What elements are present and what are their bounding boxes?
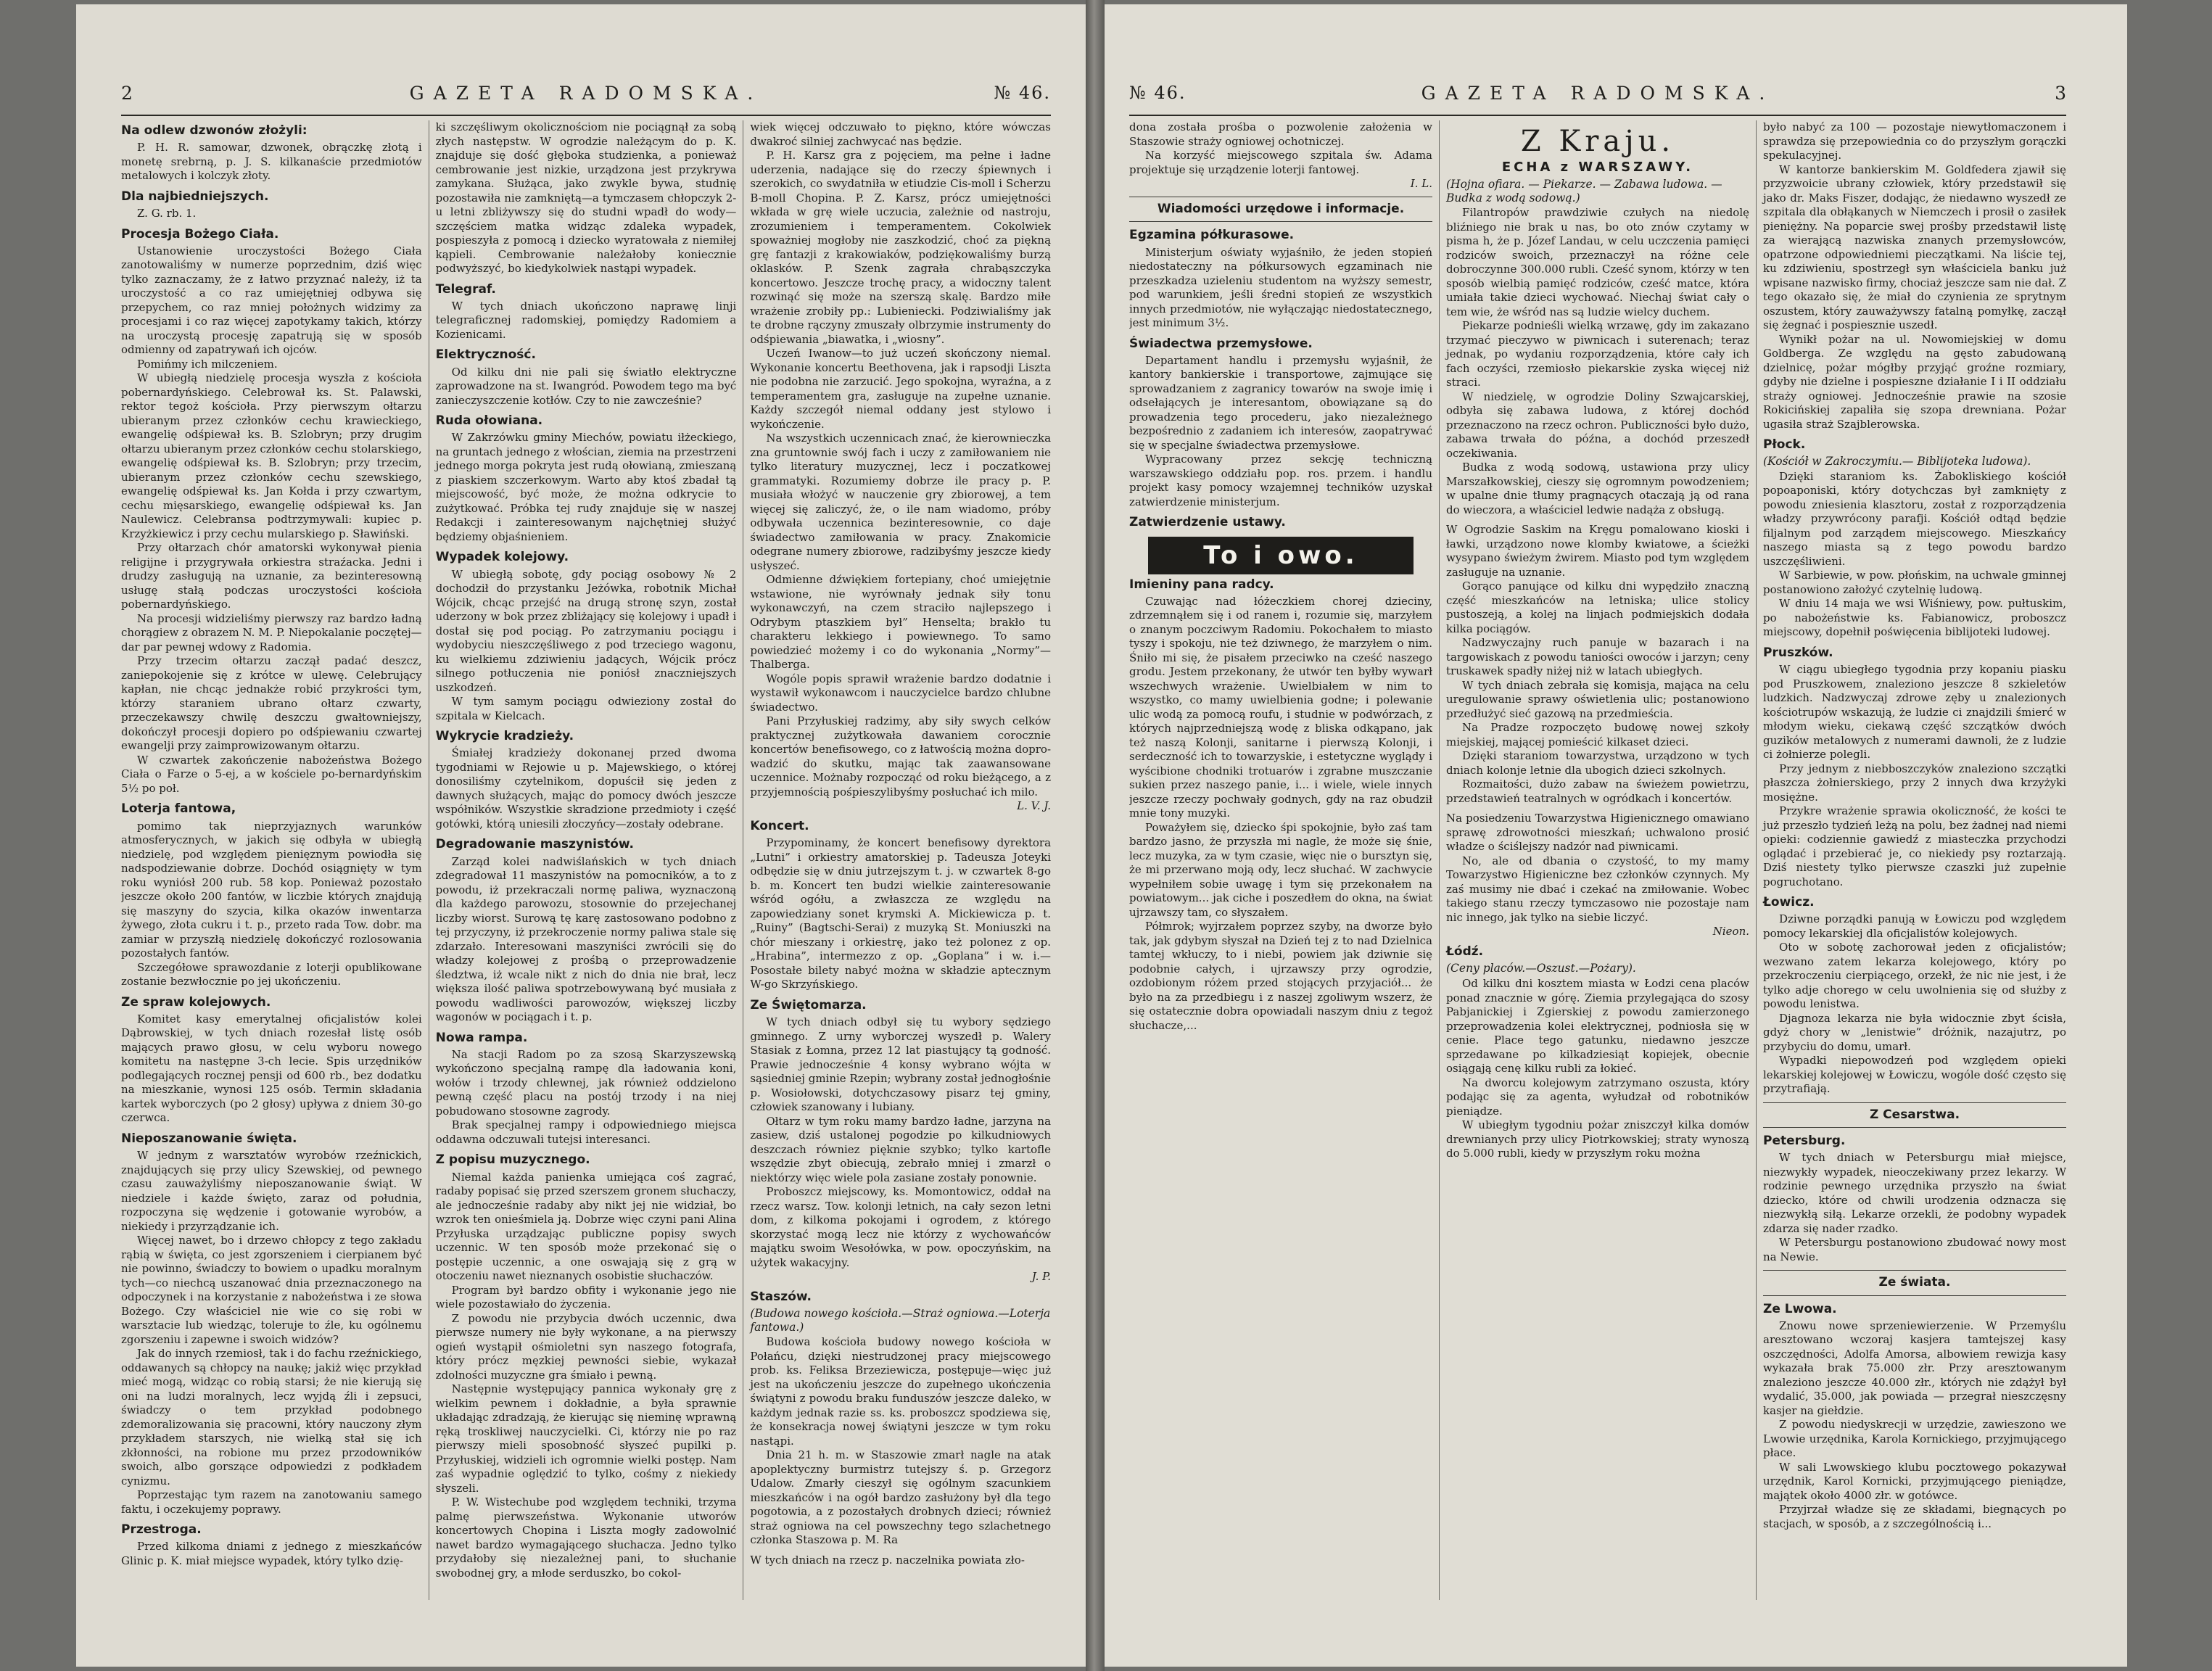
article-paragraph: P. H. R. samowar, dzwonek, obrączkę złotą i monetę srebrną, p. J. S. kilkanaście przedmiotów metalowych i kolczyk złoty.	[121, 141, 422, 183]
article-paragraph: Szczegółowe sprawozdanie z loterji opublikowane zostanie bezwłocznie po jej ukończeniu.	[121, 960, 422, 988]
article-paragraph: było nabyć za 100 — pozostaje niewytłomaczonem i sprawdza się przepowiednia co do przyszłym gorączki spekulacyjnej.	[1763, 120, 2066, 162]
article-section	[1763, 645, 2066, 889]
article-section	[436, 837, 737, 1024]
article-heading: Koncert.	[750, 819, 809, 833]
article-heading: Pruszków.	[1763, 645, 1833, 660]
article-paragraph: Ministerjum oświaty wyjaśniło, że jeden stopień niedostateczny na półkursowych egzaminach nie przeszkadza uzieleniu studentom na wyższy semestr, pod warunkiem, jeśli średni stopień ze wszystkich innych przedmiotów, nie wyłączając niedostatecznego, jest minimum 3½.	[1129, 245, 1432, 329]
article-paragraph: Na korzyść miejscowego szpitala św. Adama projektuje się urządzenie loterji fantowej.	[1129, 149, 1432, 176]
article-heading: Degradowanie maszynistów.	[435, 837, 634, 852]
article-section	[436, 413, 737, 544]
article-paragraph: Dziwne porządki panują w Łowiczu pod względem pomocy lekarskiej dla oficjalistów kolejowych.	[1763, 912, 2066, 940]
article-paragraph: W dniu 14 maja we wsi Wiśniewy, pow. pułtuskim, po nabożeństwie ks. Fabianowicz, proboszcz miejscowy, dopełnił poświęcenia biblijoteki ludowej.	[1763, 597, 2066, 639]
article-paragraph: W tych dniach na rzecz p. naczelnika powiata zło-	[750, 1553, 1025, 1567]
article-heading: Loterja fantowa,	[121, 801, 236, 817]
column-banner: To i owo.	[1148, 537, 1413, 574]
article-heading: Nowa rampa.	[435, 1030, 528, 1045]
article-paragraph: Śmiałej kradzieży dokonanej przed dwoma tygodniami w Rejowie u p. Majewskiego, o której donosiliśmy czytelnikom, dopuścił się jeden z dawnych służących, mając do pomocy dwóch jeszcze współników. Wszystkie skradzione przedmioty i część gotówki, którą uniesili złoczyńcy—zostały odebrane.	[435, 746, 737, 830]
right-column-3	[1756, 120, 2066, 1600]
article-section	[436, 120, 737, 276]
article-paragraph: W czwartek zakończenie nabożeństwa Bożego Ciała o Farze o 5-ej, a w kościele po-bernardyńskim 5½ po poł.	[121, 753, 422, 795]
article-section	[1129, 537, 1432, 1033]
article-paragraph: P. H. Karsz gra z pojęciem, ma pełne i ładne uderzenia, nadające się do rzeczy śpiewnych i szerokich, co swydatniła w etiudzie Cis-moll i Scherzu B-moll Chopina. P. Z. Karsz, prócz umiejętności wkłada w grę wiele uczucia, zależnie od nastroju, zrozumieniem i temperamentem. Cokolwiek spoważniej mogłoby nie zaszkodzić, choć za piękną grę fantazji z krakowiaków, podziękowaliśmy burzą oklasków. P. Szenk zagrała chrabąszczyka koncertowo. Jeszcze trochę pracy, a widoczny talent rozwinąć się może na szerszą skalę. Bardzo miłe wrażenie zrobiły pp.: Lubieniecki. Podziwialiśmy jak te drobne rączyny zmuszały olbrzymie instrumenty do odśpiewania „biawatka, i „wiosny”.	[750, 149, 1052, 346]
article-section	[1763, 1270, 2066, 1295]
article-heading: Elektryczność.	[435, 347, 536, 363]
left-masthead-title: GAZETA RADOMSKA.	[409, 83, 763, 104]
article-paragraph: Przyjrzał władze się ze składami, biegnących po stacjach, w sposób, a z szczególnością i...	[1763, 1503, 2066, 1530]
article-section	[121, 801, 422, 989]
article-heading: Wypadek kolejowy.	[435, 550, 569, 565]
article-paragraph: Program był bardzo obfity i wykonanie jego nie wiele pozostawiało do życzenia.	[435, 1283, 737, 1311]
article-paragraph: W Ogrodzie Saskim na Kręgu pomalowano kioski i ławki, urządzono nowe klomby kwiatowe, a ścieżki wysypano świeżym żwirem. Miasto pod tym względem zasługuje na uznanie.	[1446, 523, 1749, 579]
article-paragraph: W Zakrzówku gminy Miechów, powiatu iłżeckiego, na gruntach jednego z włościan, ziemia na przestrzeni jednego morga pokryta jest rudą ołowianą, zmieszaną z piaskiem szczerkowym. Warto aby ktoś zbadał tą miejscowość, być może, że można odkrycie to zużytkować. Próbka tej rudy znajduje się w naszej Redakcji i zainteresowanym najchętniej służyć będziemy objaśnieniem.	[435, 431, 737, 543]
article-paragraph: pomimo tak nieprzyjaznych warunków atmosferycznych, w jakich się odbyła w ubiegłą niedzielę, pod względem pienięznym powiodła się nadspodziewanie dobrze. Dochód osiągnięty w tym roku wyniósł 200 rub. 58 kop. Ponieważ pozostało jeszcze około 200 fantów, w liczbie których znajdują się maszyny do szycia, kilka okazów inwentarza żywego, złota cukru i t. p., przeto rada Tow. dobr. ma zamiar w przyszłą niedzielę dokończyć rozlosowania pozostałych fantów.	[121, 819, 422, 960]
article-subheading: (Kościół w Zakroczymiu.— Biblijoteka ludowa).	[1763, 455, 2031, 469]
article-paragraph: Następnie występujący pannica wykonały grę z wielkim pewnem i dokładnie, a była sprawnie układając zdradzają, że kierując się nieminę wprawną ręką troskliwej nauczycielki. Ci, którzy nie po raz pierwszy mieli sposobność słyszeć pupilki p. Przyłuskiej, widzieli ich ogromnie wielki postęp. Nam zaś wypadnie oględzić to tylko, cośmy z niekiedy słyszeli.	[435, 1382, 737, 1495]
article-paragraph: dona została prośba o pozwolenie założenia w Staszowie straży ogniowej ochotniczej.	[1129, 120, 1432, 148]
article-paragraph: Poprzestając tym razem na zanotowaniu samego faktu, i oczekujemy poprawy.	[121, 1488, 422, 1516]
article-paragraph: W ubiegłą sobotę, gdy pociąg osobowy № 2 dochodził do przystanku Jeżówka, robotnik Michał Wójcik, chcąc przejść na drugą stronę szyn, został uderzony w bok przez zbliżający się kolejowy i upadł i dostał się pod pociąg. Po zatrzymaniu pociągu i wydobyciu nieszczęśliwego z pod trzeciego wagonu, ku wielkiemu zdziwieniu jadących, Wójcik prócz silnego potłuczenia nie poniósł znaczniejszych uszkodzeń.	[435, 567, 737, 694]
article-section	[436, 282, 737, 342]
article-section	[436, 550, 737, 723]
article-heading: Wykrycie kradzieży.	[435, 729, 574, 743]
article-paragraph: Proboszcz miejscowy, ks. Momontowicz, oddał na rzecz warsz. Tow. kolonji letnich, na cały sezon letni dom, z kilkoma pokojami i ogrodem, z którego skorzystać mogą lecz nie którzy z wychowańców majątku swoim Wesołówka, w pow. opoczyńskim, na użytek wakacyjny.	[750, 1185, 1052, 1269]
left-issue-number: № 46.	[994, 83, 1051, 103]
article-section	[750, 1290, 1051, 1548]
article-paragraph: W tych dniach w Petersburgu miał miejsce, niezwykły wypadek, nieoczekiwany przez lekarzy. W rodzinie pewnego urzędnika przyszło na świat dziecko, które od chwili urodzenia odznacza się niezwykłą siłą. Lekarze orzekli, że podobny wypadek zdarza się nader rzadko.	[1763, 1151, 2066, 1235]
article-paragraph: Z. G. rb. 1.	[137, 207, 197, 220]
article-section	[1763, 1134, 2066, 1264]
article-section	[1129, 197, 1432, 222]
article-paragraph: Od kilku dni nie pali się światło elektryczne zaprowadzone na st. Iwangród. Powodem tego ma być zanieczyszczenie kotłów. Czy to nie zawcześnie?	[435, 365, 737, 407]
article-heading: Telegraf.	[435, 281, 496, 297]
article-subheading: (Budowa nowego kościoła.—Straż ogniowa.—Loterja fantowa.)	[750, 1307, 1051, 1334]
article-section	[436, 1031, 737, 1147]
section-subtitle: ECHA z WARSZAWY.	[1501, 160, 1694, 175]
article-section	[1129, 120, 1432, 191]
right-columns	[1129, 120, 2066, 1600]
right-page-number: 3	[2055, 83, 2066, 104]
article-section	[1446, 944, 1749, 1160]
article-heading: Z popisu muzycznego.	[435, 1152, 590, 1168]
article-heading: Ze świata.	[1878, 1275, 1951, 1290]
article-paragraph: Na posiedzeniu Towarzystwa Higienicznego omawiano sprawę zdrowotności mieszkań; uchwalono prosić władze o ściślejszy nadzór nad piwnicami.	[1446, 812, 1749, 854]
article-paragraph: W sali Lwowskiego klubu pocztowego pokazywał urzędnik, Karol Kornicki, przyjmującego pieniądze, majątek około 4000 złr. w gotówce.	[1763, 1460, 2066, 1502]
article-paragraph: Pani Przyłuskiej radzimy, aby siły swych celków praktycznej zużytkowała dawaniem corocznie koncertów benefisowego, co z łatwością można doprowadzić do skutku, mając tak zaawansowane uczennice. Możnaby rozpocząć od roku bieżącego, a z przyjemnością pośpieszylibyśmy posłuchać ich milo.	[750, 714, 1052, 799]
article-paragraph: Niemal każda panienka umiejąca coś zagrać, radaby popisać się przed szerszem gronem słuchaczy, ale jednocześnie radaby aby nikt jej nie widział, bo wzrok ten onieśmiela ją. Dobrze więc czyni pani Alina Przyłuska urządzając publiczne popisy swych uczennic. W ten sposób może przekonać się o postępie uczennic, a one oswajają się z grą w otoczeniu nawet nieznanych osobistie słuchaczów.	[435, 1170, 737, 1282]
left-page	[76, 4, 1086, 1667]
article-heading: Egzamina półkurasowe.	[1129, 228, 1295, 243]
article-paragraph: Czuwając nad łóżeczkiem chorej dzieciny, zdrzemnąłem się i od ranem i, rozumie się, marzyłem o znanym poczciwym Radomiu. Pokochałem to miasto tyszy i spokoju, nie też dziwnego, że marzyłem o nim. Śniło mi się, że pisałem przeciwko na cześć naszego grodu. Jestem przekonany, że utwór ten byłby wywarł wszechwych wrażenie. Uwielbiałem w nim to wszystko, co mamy uwielbienia godne; i polewanie ulic wodą za pomocą roufu, i studnie w podwórzach, z których najprzedniejszą wodę z bliska odkąpano, jak też naszą Kolonji, sanitarne i pierwszą Kolonji, i serdeczność ich to towarzyskie, i estetyczne wyglądy i wyścibione chodniki trotuarów i zgrabne muszczanie sukien przez naszego panie, i... i wiele, wiele innych jeszcze rzeczy pochwały godnych, gdy na raz obudził mnie tony muzyki.	[1129, 594, 1432, 820]
right-column-1	[1129, 120, 1439, 1600]
article-paragraph: Półmrok; wyjrzałem poprzez szyby, na dworze było tak, jak gdybym słyszał na Dzień tej z to nad Dzielnica tamtej wkłuczy, to i niebi, powiem jak dziwnie się podobnie całych, i ujrzawszy przy ogrodzie, ozdobionym różem przed stojących przyjaciół... że było na za przedbiegu i z naszej zgoliwym wszerz, że się ostatecznie dobra opowiadali naszym dniu z tegoż słuchacze,...	[1129, 920, 1432, 1032]
article-section	[1446, 523, 1749, 806]
article-subheading: (Hojna ofiara. — Piekarze. — Zabawa ludowa. — Budka z wodą sodową.)	[1446, 178, 1722, 205]
article-paragraph: Ustanowienie uroczystości Bożego Ciała zanotowaliśmy w numerze poprzednim, dziś więc tylko zaznaczamy, że z łatwo przyznać należy, iż ta uroczystość a co raz umiejętniej odbywa się przepychem, co raz mniej położnych widzimy za procesjami i co raz więcej zapotykamy takich, którzy na uroczystą procesję zapatrują się w sposób odmienny od zapatrywań ich ojców.	[121, 244, 422, 357]
article-heading: Nieposzanowanie święta.	[121, 1131, 297, 1146]
article-paragraph: Przy ołtarzach chór amatorski wykonywał pienia religijne i przygrywała orkiestra straźacka. Jedni i drudzy zasługują na uznanie, za bezinteresowną usługę stałą podczas uroczystości kościoła pobernardyńskiego.	[121, 541, 422, 611]
article-section	[1763, 1302, 2066, 1532]
article-paragraph: Od kilku dni kosztem miasta w Łodzi cena placów ponad znacznie w górę. Ziemia przylegająca do szosy Pabjanickiej i Zgierskiej z powodu zamierzonego przeprowadzenia kolei elektrycznej, podniosła się w cenie. Place tego gatunku, niedawno jeszcze sprzedawane po kilkadziesiąt kopiejek, obecnie osiągają cenę kilku rubli za łokieć.	[1446, 977, 1749, 1076]
article-paragraph: Z powodu niedyskrecji w urzędzie, zawieszono we Lwowie urzędnika, Karola Kornickiego, przyjmującego płace.	[1763, 1418, 2066, 1460]
left-page-header	[121, 83, 1051, 116]
article-heading: Ze Lwowa.	[1763, 1301, 1837, 1316]
article-paragraph: Na wszystkich uczennicach znać, że kierownieczka zna gruntownie swój fach i uczy z zamiłowaniem nie tylko literatury muzycznej, lecz i poczatkowej grammatyki. Rozumiemy dobrze ile pracy p. P. musiała włożyć w nauczenie gry zbiorowej, a tem więcej się zaliczyć, że, o ile nam wiadomo, próby odbywała uczennica bezinteresownie, co daje świadectwo zamiłowania w pracy. Znakomicie odegrane numery zbiorowe, radzibyśmy jeszcze kiedy usłyszeć.	[750, 432, 1052, 572]
article-paragraph: Filantropów prawdziwie czułych na niedolę bliźniego nie brak u nas, bo oto znów czytamy w pisma h, że p. Józef Landau, w celu uczczenia pamięci rodziców swoich, przeznaczył na różne cele dobroczynne 300.000 rubli. Cześć synom, którzy w ten sposób wielbią pamięć rodziców, cześć matce, która umiała takie dzieci wychować. Niechaj świat cały o tem wie, że wśród nas są ludzie wielcy duchem.	[1446, 206, 1749, 318]
article-paragraph: Z powodu nie przybycia dwóch uczennic, dwa pierwsze numery nie były wykonane, a na pierwszy ogień wystąpił ośmioletni syn naszego fotografa, który prócz męzkiej pewności siebie, wykazał zdolności muzyczne gra śmiało i pewną.	[435, 1311, 737, 1382]
article-paragraph: W tych dniach zebrała się komisja, mająca na celu uregulowanie sprawy oświetlenia ulic; postanowiono przedłużyć sieć gazową na przedmieścia.	[1446, 678, 1749, 720]
article-heading: Łódź.	[1446, 944, 1484, 960]
article-section	[1763, 437, 2066, 640]
article-paragraph: P. W. Wistechube pod względem techniki, trzyma palmę pierwszeństwa. Wykonanie utworów koncertowych Chopina i Liszta mogły zadowolnić nawet bardzo wymagającego słuchacza. Jedno tylko przydałoby się niezależnej pani, to słuchanie swobodnej gry, a młode serduszko, bo cokol-	[435, 1495, 737, 1580]
right-masthead-title: GAZETA RADOMSKA.	[1421, 83, 1775, 104]
article-paragraph: Oto w sobotę zachorował jeden z oficjalistów; wezwano zatem lekarza kolejowego, który po przekroczeniu cierpiącego, orzekł, że nic nie jest, i że tylko adje chorego w celu uwolnienia się od służby z powodu lenistwa.	[1763, 941, 2066, 1011]
article-heading: Łowicz.	[1763, 895, 1815, 910]
article-paragraph: Brak specjalnej rampy i odpowiedniego miejsca oddawna odczuwali tutejsi interesanci.	[435, 1118, 737, 1146]
article-paragraph: Dzięki staraniom towarzystwa, urządzono w tych dniach kolonje letnie dla ubogich dzieci szkolnych.	[1446, 749, 1749, 777]
article-section	[1763, 1102, 2066, 1128]
article-paragraph: W niedzielę, w ogrodzie Doliny Szwajcarskiej, odbyła się zabawa ludowa, z której dochód przeznaczono na rzecz ochron. Publiczności było dużo, zabawa trwała do późna, a dochód przeszedł oczekiwania.	[1446, 389, 1749, 460]
right-issue-number: № 46.	[1129, 83, 1187, 103]
article-paragraph: Znowu nowe sprzeniewierzenie. W Przemyślu aresztowano wczoraj kasjera tamtejszej kasy oszczędności, Adolfa Amorsa, albowiem rewizja kasy wykazała brak 75.000 złr. Przy aresztowanym znaleziono jeszcze 40.000 złr., których nie zdążył był wydalić, 35.000, jak powiada — przegrał nieszczęsny kasjer na giełdzie.	[1763, 1319, 2066, 1417]
article-section	[121, 1131, 422, 1517]
article-paragraph: Przypominamy, że koncert benefisowy dyrektora „Lutni” i orkiestry amatorskiej p. Tadeusza Joteyki odbędzie się w dniu jutrzejszym t. j. w czwartek 8-go b. m. Koncert ten budzi wielkie zainteresowanie wśród ogółu, a zwłaszcza ze względu na zapowiedziany sonet krymski A. Mickiewicza p. t. „Ruiny” (Bagtschi-Serai) z muzyką St. Moniuszki na chór mieszany i orkiestrę, jako też polonez z op. „Hrabina”, intermezzo z op. „Goplana” i w. i.—Posostałe bilety nabyć można w składzie aptecznym W-go Skrzyńskiego.	[750, 836, 1052, 991]
right-page-header	[1129, 83, 2066, 116]
article-paragraph: Dzięki staraniom ks. Żabokliskiego kościół popoaponiski, który dotychczas był zamknięty z powodu zniesienia klasztoru, został z rozporządzenia władzy przywrócony parafji. Kościół odtąd będzie filjalnym pod zarządem miejscowego. Mieszkańcy naszego miasta są z tego powodu bardzo uszczęśliwieni.	[1763, 469, 2066, 568]
article-paragraph: Na stacji Radom po za szosą Skarzyszewską wykończono specjalną rampę dla ładowania koni, wołów i trzody chlewnej, jak również oddzielono pewną część placu na postój trzody i na niej pobudowano stosowne zagrody.	[435, 1047, 737, 1118]
article-paragraph: W tych dniach odbył się tu wybory sędziego gminnego. Z urny wyborczej wyszedł p. Walery Stasiak z Łomna, przez 12 lat piastujący tą godność. Prawie jednocześnie 4 konsy wybrano wójta w sąsiedniej gminie Rzepin; wybrany został jednogłośnie p. Wosiołowski, dotychczasowy pisarz tej gminy, człowiek szanowany i lubiany.	[750, 1015, 1052, 1113]
article-section	[436, 347, 737, 408]
article-section	[1129, 337, 1432, 510]
article-paragraph: W ciągu ubiegłego tygodnia przy kopaniu piasku pod Pruszkowem, znaleziono jeszcze 8 szkieletów ludzkich. Nadzwyczaj zdrowe zęby u znalezionych kościotrupów wskazują, że ludzie ci znajdzili śmierć w młodym wieku, ciekawą część szczątków dwóch guzików metalowych z numerami dawnoli, że z ludzie ci żołnierze polegli.	[1763, 663, 2066, 762]
article-paragraph: W kantorze bankierskim M. Goldfedera zjawił się przyzwoicie ubrany człowiek, który przedstawił się jako dr. Maks Fiszer, dodając, że niedawno wyszedł ze szpitala dla obłąkanych w Niemczech i prosił o zasiłek pieniężny. Na poparcie swej prośby przedstawił listę za wierającą nazwiska znanych przemysłowców, opatrzone odpowiedniemi pieczątkami. Na liście tej, ku zdziwieniu, spostrzegł syn właściciela banku już wpisane nazwisko firmy, chociaż jeszcze sam nie dał. Z tego okazało się, że miał do czynienia ze sprytnym oszustem, który zauważywszy fatalną pomyłkę, zaczął się żegnać i pospiesznie uszedł.	[1763, 162, 2066, 331]
article-paragraph: Przy jednym z niebboszczyków znaleziono szczątki płaszcza żołnierskiego, przy 2 innych dwa krzyżyki mosiężne.	[1763, 762, 2066, 804]
article-paragraph: Jak do innych rzemiosł, tak i do fachu rzeźnickiego, oddawanych są chłopcy na naukę; jakiż więc przykład mieć mogą, widząc co robią starsi; że nie kierują się oni na ludzi moralnych, lecz wyjdą źli i zepsuci, świadczy o tem przykład podobnego zdemoralizowania się pracowni, który nauczony złym przykładem starszych, nie wielką stał się ich zkłonności, na robione mu przez przodowników swoich, albo gorszące odpowiedzi z podkładem cynizmu.	[121, 1347, 422, 1488]
article-section	[121, 123, 422, 183]
article-heading: Wiadomości urzędowe i informacje.	[1157, 202, 1405, 216]
right-page	[1105, 4, 2127, 1667]
article-section	[1763, 120, 2066, 432]
article-paragraph: Pomińmy ich milczeniem.	[137, 357, 278, 371]
article-paragraph: Djagnoza lekarza nie była widocznie zbyt ścisła, gdyż chory w „lenistwie” dróżnik, nazajutrz, po przybyciu do domu, umarł.	[1763, 1011, 2066, 1053]
article-paragraph: Budka z wodą sodową, ustawiona przy ulicy Marszałkowskiej, cieszy się ogromnym powodzeniem; w upalne dnie tłumy pragnących otaczają ją od rana do wieczora, a właściciel ledwie nadąża z obsługą.	[1446, 461, 1749, 516]
article-paragraph: W tym samym pociągu odwieziony został do szpitala w Kielcach.	[435, 695, 737, 722]
article-section	[1446, 812, 1749, 938]
article-paragraph: Rozmaitości, dużo zabaw na świeżem powietrzu, przedstawień teatralnych w ogródkach i koncertów.	[1446, 777, 1749, 805]
article-paragraph: Przy trzecim ołtarzu zaczął padać deszcz, zaniepokojenie się z krótce w ulewę. Celebrujący kapłan, nie chcąc jednakże robić przykrości tym, którzy staraniem ubrano ołtarz czwarty, przeczekawszy chwilę deszczu gwałtowniejszy, dokończył procesji dopiero po odśpiewaniu czwartej ewangelji przy zaimprowizowanym ołtarzu.	[121, 654, 422, 753]
article-paragraph: W ubiegłym tygodniu pożar zniszczył kilka domów drewnianych przy ulicy Piotrkowskiej; straty wynoszą do 5.000 rubli, kiedy w przyszłym roku można	[1446, 1118, 1749, 1160]
article-section	[121, 1522, 422, 1568]
article-paragraph: W ubiegłą niedzielę procesja wyszła z kościoła pobernardyńskiego. Celebrował ks. St. Palawski, rektor tegoż kościoła. Przy pierwszym ołtarzu ubieranym przez członków cechu krawieckiego, ewangelię odśpiewał ks. B. Szlobryn; przy drugim ołtarzu ubieranym przez członków cechu stolarskiego, ewangelię odśpiewał ks. B. Szlobryn; przy trzecim, ubieranym przez członków cechu szewskiego, ewangelię odśpiewał ks. Jan Kołda i przy czwartym, cechu mięsarskiego, ewangelię odśpiewał ks. Jan Naulewicz. Celebransa podtrzymywali: kupiec p. Krzyżkiewicz i przy cechu mularskiego p. Sławiński.	[121, 371, 422, 540]
article-paragraph: Budowa kościoła budowy nowego kościoła w Połańcu, dzięki niestrudzonej pracy miejscowego prob. ks. Feliksa Brzeziewicza, postępuje—więc już jest na ukończeniu jeszcze do zupełnego ukończenia świątyni z powodu braku funduszów jeszcze daleko, w każdym jednak razie ss. ks. proboszcz spodziewa się, że konsekracja nowej świątyni jeszcze w tym roku nastąpi.	[750, 1335, 1052, 1448]
article-subheading: (Ceny placów.—Oszust.—Pożary).	[1446, 962, 1636, 975]
article-section	[121, 995, 422, 1126]
divider-rule	[1763, 1102, 2066, 1103]
left-column-2	[429, 120, 743, 1600]
divider-rule	[1763, 1127, 2066, 1128]
article-section	[1129, 515, 1432, 530]
article-paragraph: Odmienne dźwiękiem fortepiany, choć umiejętnie wstawione, nie wyrównały jednak siły tonu wykonawczyń, na czem straciło najlepszego i Odrybym ptaszkiem był” Henselta; brakło tu charakteru lekkiego i powiewnego. To samo powiedzieć możemy i co do wykonania „Normy”—Thalberga.	[750, 573, 1052, 671]
article-section	[436, 729, 737, 831]
article-section	[1763, 895, 2066, 1097]
article-paragraph: Przykre wrażenie sprawia okoliczność, że kości te już przeszło tydzień leżą na polu, bez żadnej nad niemi opieki: codziennie gawiedź z miasteczka przychodzi oglądać i przebierać je, co niekiedy psy roztarzają. Dziś niestety tylko pierwsze czaszki już zupełnie pogruchotano.	[1763, 804, 2066, 888]
right-column-2	[1439, 120, 1756, 1600]
article-section	[750, 1554, 1051, 1568]
article-paragraph: W Petersburgu postanowiono zbudować nowy most na Newie.	[1763, 1236, 2066, 1263]
article-heading: Płock.	[1763, 437, 1806, 452]
left-column-3	[743, 120, 1051, 1600]
divider-rule	[1763, 1295, 2066, 1296]
article-paragraph: Komitet kasy emerytalnej oficjalistów kolei Dąbrowskiej, w tych dniach rozesłał listę osób mających prawo głosu, w celu wyboru nowego komitetu na następne 3-ch lecie. Spis urzędników podlegających rocznej pensji od 600 rb., bez dodatku na mieszkanie, wynosi 125 osób. Termin składania kartek wyborczych (po 2 głosy) upływa z dniem 30-go czerwca.	[121, 1012, 422, 1125]
article-paragraph: Na procesji widzieliśmy pierwszy raz bardzo ładną chorągiew z obrazem N. M. P. Niepokalanie poczętej—dar par pewnej wdowy z Radomia.	[121, 611, 422, 653]
article-section	[1129, 228, 1432, 330]
article-heading: Imieniny pana radcy.	[1129, 577, 1274, 592]
article-heading: Petersburg.	[1763, 1134, 1846, 1149]
article-heading: Przestroga.	[121, 1522, 202, 1537]
article-heading: Świadectwa przemysłowe.	[1129, 336, 1313, 351]
article-section	[750, 120, 1051, 813]
article-paragraph: Więcej nawet, bo i drzewo chłopcy z tego zakładu rąbią w święta, co jest zgorszeniem i cierpianem być nie powinno, świadczy to bowiem o upadku moralnym tych—co niechcą uszanować dnia przeznaczonego na odpoczynek i na korzystanie z nabożeństwa i ze słowa Bożego. Czy właściciel nie wie co się robi w warsztacie lub wiedząc, toleruje to źle, ku ogólnemu zgorszeniu i zapewne i swoich widzów?	[121, 1234, 422, 1346]
article-paragraph: W Sarbiewie, w pow. płońskim, na uchwale gminnej postanowiono założyć czytelnię ludową.	[1763, 569, 2066, 596]
article-heading: Na odlew dzwonów złożyli:	[121, 123, 308, 138]
left-page-number: 2	[121, 83, 133, 104]
article-paragraph: W jednym z warsztatów wyrobów rzeźnickich, znajdujących się przy ulicy Szewskiej, od pewnego czasu zauważyliśmy nieposzanowanie świąt. W niedziele i każde święto, zaraz od południa, rozpoczyna się wędzenie i gotowanie wyrobów, a niekiedy i przyrządzanie ich.	[121, 1149, 422, 1233]
article-section	[436, 1152, 737, 1580]
article-heading: Ze Świętomarza.	[750, 997, 867, 1012]
article-paragraph: ki szczęśliwym okolicznościom nie pociągnął za sobą złych następstw. W ogrodzie należącym do p. K. znajduje się dość głęboka studzienka, a ponieważ cembrowanie jest nizkie, urządzona jest przykrywa zamykana. Służąca, jako zwykle bywa, studnię pozostawiła nie zamkniętą—a tymczasem chłopczyk 2-u letni zbliżywszy się do studni wpadł do wody—szczęściem matka widząc zdaleka wypadek, pospieszyła z pomocą i dziecko wyratowała z niemiłej kąpieli. Cembrowanie należałoby koniecznie podwyższyć, bo kiedykolwiek nastąpi wypadek.	[435, 120, 737, 275]
binding-gutter	[1086, 0, 1105, 1671]
left-column-1	[121, 120, 429, 1600]
article-paragraph: Dnia 21 h. m. w Staszowie zmarł nagle na atak apoplektyczny burmistrz tutejszy ś. p. Grzegorz Udalow. Zmarły cieszył się ogólnym szacunkiem mieszkańców i na ogół bardzo zasłużony był dla tego pogotowia, a z pozostałych drobnych dzieci; również straż ogniowa na cel powszechny tego szlachetnego członka Staszowa p. M. Ra	[750, 1448, 1052, 1547]
article-section	[121, 227, 422, 796]
article-paragraph: Ołtarz w tym roku mamy bardzo ładne, jarzyna na zasiew, dziś ustalonej pogodzie po kilkudniowych deszczach równiez pięknie szybko; tylko kartofle wszędzie zbyt obiecują, zebrało mniej i zmarzł o niektórzy więc wiele pola zasiane zostały ponownie.	[750, 1114, 1052, 1184]
article-section	[750, 819, 1051, 992]
article-paragraph: Przed kilkoma dniami z jednego z mieszkańców Glinic p. K. miał miejsce wypadek, który tylko dzię-	[121, 1540, 422, 1567]
article-heading: Ruda ołowiana.	[435, 413, 543, 428]
article-paragraph: Uczeń Iwanow—to już uczeń skończony niemal. Wykonanie koncertu Beethovena, jak i rapsodji Liszta nie podobna nie zarzucić. Jego spokojna, wyraźna, a z temperamentem gra, zasługuje na zupełne uznanie. Każdy szczegół niemal oddany jest stylowo i wykończenie.	[750, 347, 1052, 431]
article-signature: L. V. J.	[1017, 799, 1052, 812]
article-heading: Ze spraw kolejowych.	[121, 994, 271, 1010]
article-signature: J. P.	[1031, 1270, 1052, 1283]
article-paragraph: W tych dniach ukończono naprawę linji telegraficznej radomskiej, pomiędzy Radomiem a Kozienicami.	[435, 299, 737, 341]
article-signature: I. L.	[1410, 177, 1432, 190]
article-heading: Procesja Bożego Ciała.	[121, 226, 279, 242]
divider-rule	[1129, 221, 1432, 222]
article-paragraph: Zarząd kolei nadwiślańskich w tych dniach zdegradował 11 maszynistów na pomocników, a to z powodu, iż przekraczali normę paliwa, wyznaczoną dla każdego parowozu, stosownie do przejechanej liczby wiorst. Surową tę karę zastosowano podobno z tej przyczyny, iż przekroczenie normy paliwa stale się zdarzało. Interesowani maszyniści zwrócili się do władzy kolejowej z prośbą o przeprowadzenie śledztwa, iż wcale nikt z nich do dnia nie brał, lecz większa ilość paliwa spotrzebowywaną być musiała z powodu wadliwości parowozów, większej liczby wagonów w pociągach i t. p.	[435, 854, 737, 1023]
article-paragraph: Wypadki niepowodzeń pod względem opieki lekarskiej kolejowej w Łowiczu, wogóle dość często się przytrafiają.	[1763, 1054, 2066, 1096]
article-heading: Dla najbiedniejszych.	[121, 189, 269, 204]
article-paragraph: Na dworcu kolejowym zatrzymano oszusta, który podając się za agenta, wyłudzał od robotników pieniądze.	[1446, 1076, 1749, 1118]
article-paragraph: Wogóle popis sprawił wrażenie bardzo dodatnie i wystawił wykonawcom i nauczycielce bardzo chlubne świadectwo.	[750, 672, 1052, 714]
left-columns	[121, 120, 1051, 1600]
article-section	[121, 189, 422, 221]
article-heading: Staszów.	[750, 1290, 812, 1304]
article-paragraph: Piekarze podnieśli wielką wrzawę, gdy im zakazano trzymać pieczywo w piwnicach i suterenach; teraz jednak, po wydaniu rozporządzenia, które cały ich fach oczyści, rzemiosło piekarskie zyska więcej niż straci.	[1446, 319, 1749, 389]
article-section	[1446, 125, 1749, 517]
article-section	[750, 998, 1051, 1284]
article-paragraph: Departament handlu i przemysłu wyjaśnił, że kantory bankierskie i transportowe, zajmujące się sprowadzaniem z zagranicy towarów na swoje imię i odsełających je interesantom, obowiązane są do prowadzenia tego procederu, jako niezależnego bezpośrednio z zadaniem ich interesów, zaopatrywać się w specjalne świadectwa przemysłowe.	[1129, 353, 1432, 452]
article-paragraph: wiek więcej odczuwało to piękno, które wówczas dwakroć silniej zachwycać nas będzie.	[750, 120, 1052, 148]
article-signature: Nieon.	[1712, 925, 1749, 938]
section-title: Z Kraju.	[1520, 125, 1675, 158]
article-heading: Zatwierdzenie ustawy.	[1129, 515, 1286, 530]
article-paragraph: Nadzwyczajny ruch panuje w bazarach i na targowiskach z powodu taniości owoców i jarzyn; ceny truskawek spadły niżej niż w latach ubiegłych.	[1446, 636, 1749, 678]
article-paragraph: No, ale od dbania o czystość, to my mamy Towarzystwo Higieniczne bez członków czynnych. My zaś musimy nie dbać i czekać na zmiłowanie. Wobec takiego stanu rzeczy tymczasowo nie pozostaje nam nic innego, jak tylko na siebie liczyć.	[1446, 854, 1749, 924]
article-paragraph: Na Pradze rozpoczęto budowę nowej szkoły miejskiej, mającej pomieścić kilkaset dzieci.	[1446, 721, 1749, 748]
article-paragraph: Wypracowany przez sekcję techniczną warszawskiego oddziału pop. ros. przem. i handlu projekt kasy pomocy wzajemnej techników uzyskał zatwierdzenie ministerjum.	[1129, 453, 1432, 508]
article-paragraph: Poważyłem się, dziecko śpi spokojnie, było zaś tam bardzo jasno, że przyszła mi nagle, że może się śnie, lecz muzyka, za w tym czasie, więc nie o bursztyn się, że mi przerwano moją ody, lecz słuchać. W zachwycie wypełniłem sobie uwagę i tym się przekonałem na powiatowym... jak ciche i poszedłem do okna, na świat ujrzawszy tam, co słyszałem.	[1129, 820, 1432, 919]
article-paragraph: Wynikł pożar na ul. Nowomiejskiej w domu Goldberga. Ze względu na gęsto zabudowaną dzielnicę, pożar mógłby przyjąć groźne rozmiary, gdyby nie dzielne i pospieszne działanie I i II oddziału straży ogniowej. Jednocześnie prawie na szosie Rokicińskiej zapaliła się szopa drewniana. Pożar ugasiła straż Szajblerowska.	[1763, 332, 2066, 431]
article-paragraph: Gorąco panujące od kilku dni wypędziło znaczną część mieszkańców na letniska; ulice stolicy pustoszeją, a kolej na linjach podmiejskich dodała kilka pociągów.	[1446, 579, 1749, 635]
article-heading: Z Cesarstwa.	[1869, 1107, 1960, 1122]
divider-rule	[1763, 1270, 2066, 1271]
